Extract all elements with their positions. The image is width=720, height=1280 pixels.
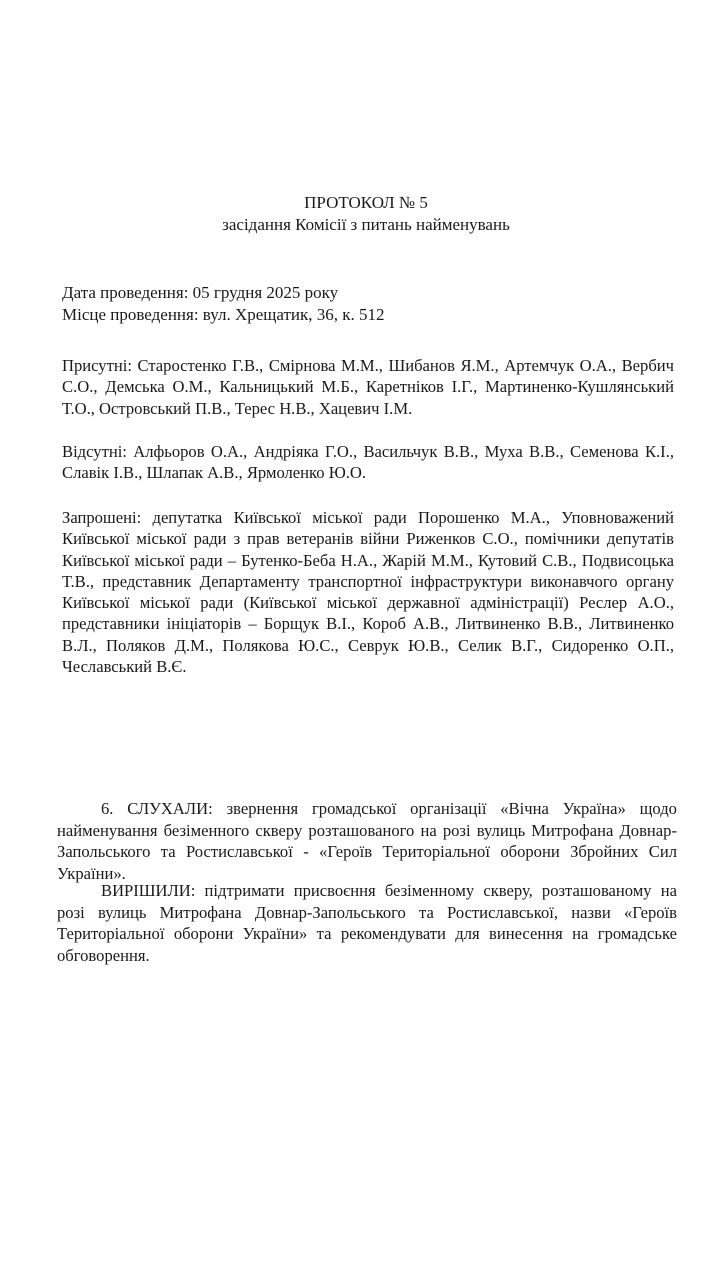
invited-paragraph [62,507,674,677]
heard-text: звернення громадської організації «Вічна Україна» щодо найменування безіменного скверу розташованого на розі вулиць Митрофана Довнар-Запольського та Ростиславської - «Героїв Територіальної оборони Збройних Сил України». [57,799,677,883]
decided-text: підтримати присвоєння безіменному скверу, розташованому на розі вулиць Митрофана Довнар-Запольського та Ростиславської, назви «Героїв Територіальної оборони України» та рекомендувати для винесення на громадське обговорення. [57,881,677,965]
absent-label: Відсутні: [62,442,127,461]
decided-paragraph [57,880,677,966]
heard-paragraph [57,798,677,884]
present-paragraph [62,355,674,419]
decided-label: ВИРІШИЛИ: [101,881,196,900]
absent-paragraph [62,441,674,484]
present-list: Старостенко Г.В., Смірнова М.М., Шибанов Я.М., Артемчук О.А., Вербич С.О., Демська О.М., Кальницький М.Б., Каретніков І.Г., Мартиненко-Кушлянський Т.О., Островський П.В., Терес Н.В., Хацевич І.М. [62,356,674,418]
invited-label: Запрошені: [62,508,142,527]
invited-list: депутатка Київської міської ради Порошенко М.А., Уповноважений Київської міської ради з прав ветеранів війни Риженков С.О., помічники депутатів Київської міської ради – Бутенко-Беба Н.А., Жарій М.М., Кутовий С.В., Подвисоцька Т.В., представник Департаменту транспортної інфраструктури виконавчого органу Київської міської ради (Київської міської державної адміністрації) Реслер А.О., представники ініціаторів – Борщук В.І., Короб А.В., Литвиненко В.В., Литвиненко В.Л., Поляков Д.М., Полякова Ю.С., Севрук Ю.В., Селик В.Г., Сидоренко О.П., Чеславський В.Є. [62,508,674,677]
present-label: Присутні: [62,356,132,375]
meeting-place: Місце проведення: вул. Хрещатик, 36, к. 512 [62,305,385,324]
heard-label: 6. СЛУХАЛИ: [101,799,213,818]
meeting-date: Дата проведення: 05 грудня 2025 року [62,283,339,302]
absent-list: Алфьоров О.А., Андріяка Г.О., Васильчук В.В., Муха В.В., Семенова К.І., Славік І.В., Шлапак А.В., Ярмоленко Ю.О. [62,442,674,483]
protocol-title: ПРОТОКОЛ № 5 [304,193,428,212]
protocol-subtitle: засідання Комісії з питань найменувань [222,215,510,234]
